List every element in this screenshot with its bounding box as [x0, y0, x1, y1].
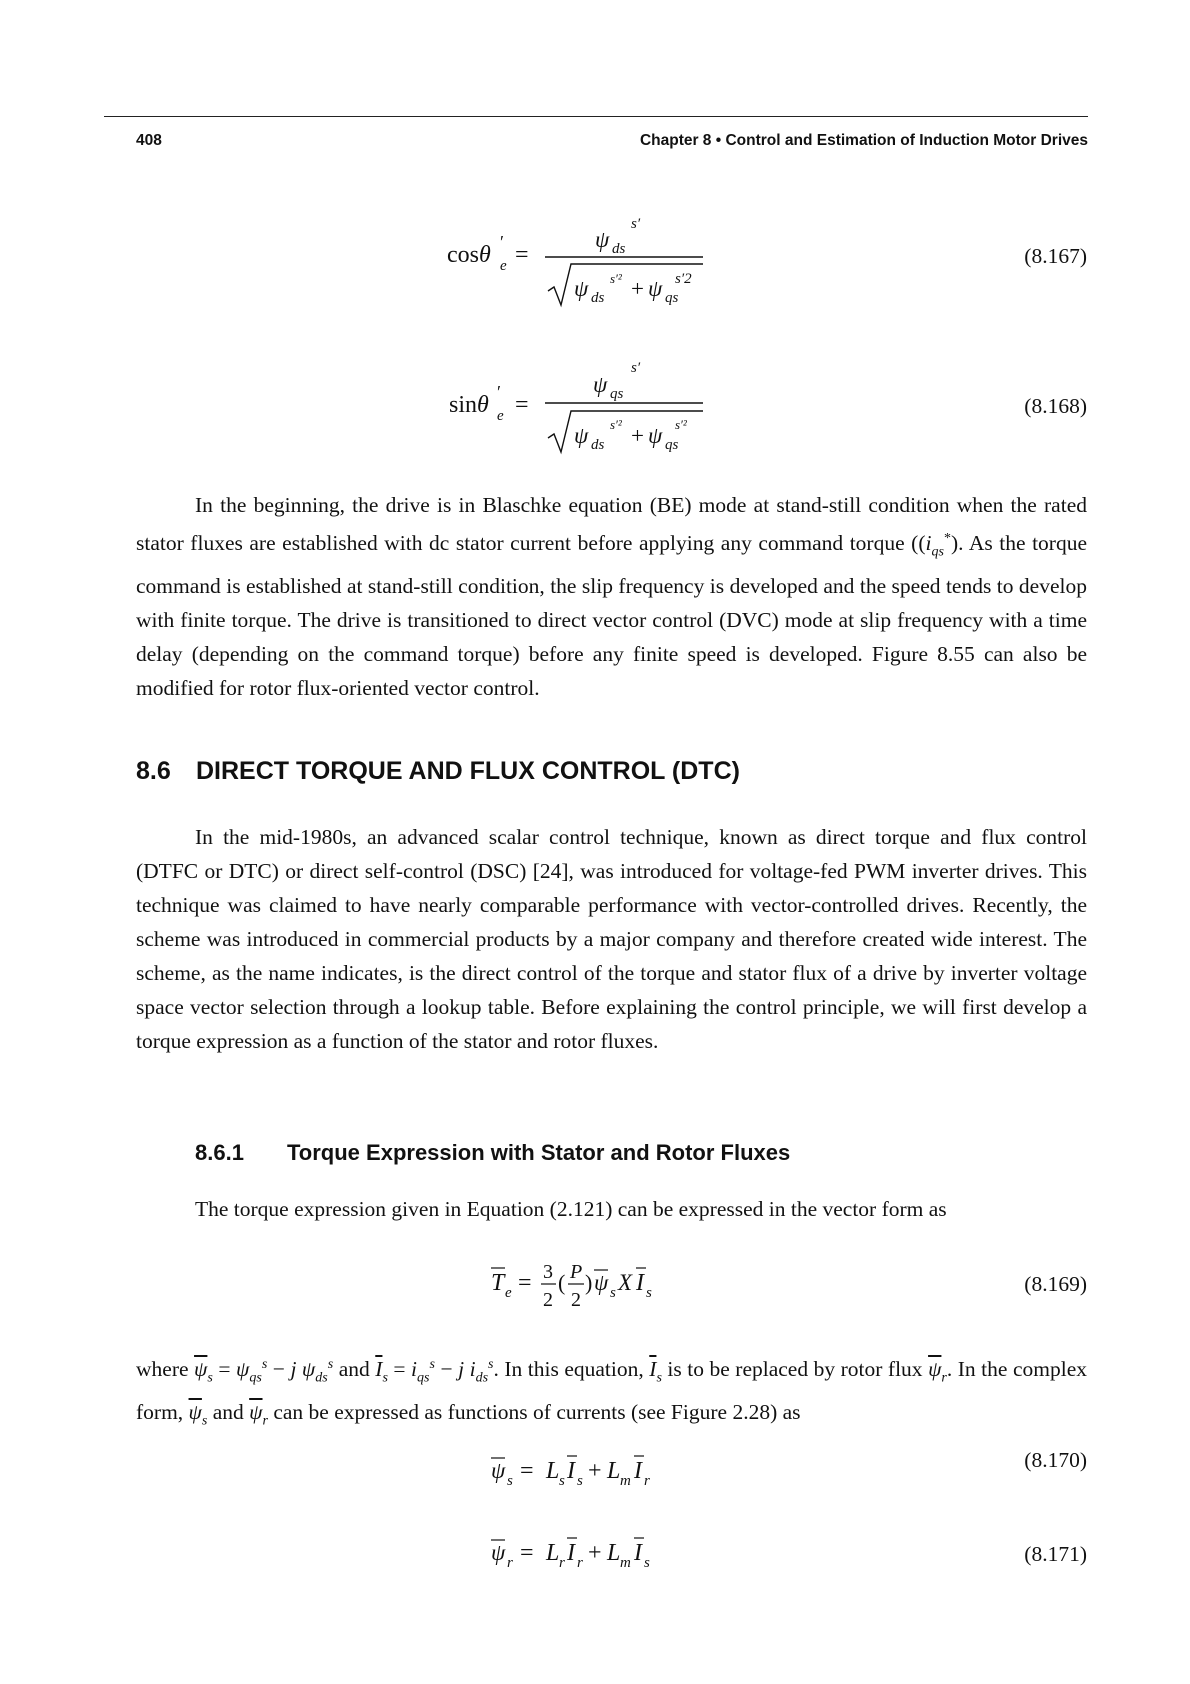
svg-text:s: s: [644, 1555, 650, 1571]
svg-text:′: ′: [497, 382, 501, 402]
svg-text:=: =: [518, 1270, 532, 1296]
svg-text:I: I: [567, 1540, 575, 1566]
paragraph-torque-vector: The torque expression given in Equation (2.121) can be expressed in the vector form as: [195, 1197, 947, 1221]
svg-text:s: s: [646, 1285, 652, 1301]
svg-text:cosθ: cosθ: [447, 242, 491, 268]
svg-text:T: T: [491, 1270, 505, 1296]
svg-text:2: 2: [571, 1289, 581, 1311]
svg-text:e: e: [500, 258, 507, 274]
svg-text:+: +: [588, 1458, 602, 1484]
svg-text:L: L: [607, 1458, 621, 1484]
svg-text:(: (: [558, 1270, 566, 1295]
svg-text:r: r: [507, 1555, 513, 1571]
svg-text:P: P: [570, 1261, 583, 1283]
svg-text:=: =: [520, 1540, 534, 1566]
header-rule: [104, 116, 1088, 117]
equation-number: (8.169): [1024, 1272, 1087, 1296]
svg-text:+: +: [588, 1540, 602, 1566]
svg-text:qs: qs: [665, 290, 679, 306]
svg-text:e: e: [505, 1285, 512, 1301]
paragraph-be-mode: In the beginning, the drive is in Blaschke equation (BE) mode at stand-still condition when the rated stator fluxes are established with dc stator current before applying any command torque ($(i_{qs}^*)$. As the torque command is established at stand-still condition, the slip frequency is developed and the speed tends to develop with finite torque. The drive is transitioned to direct vector control (DVC) mode at slip frequency with a time delay (depending on the command torque) before any finite speed is developed. Figure 8.55 can also be modified for rotor flux-oriented vector control.: [136, 493, 1087, 701]
svg-text:3: 3: [543, 1261, 553, 1283]
svg-text:ψ: ψ: [574, 276, 589, 301]
svg-text:ψ: ψ: [594, 1270, 609, 1295]
equation-8-170: [491, 1456, 650, 1489]
svg-text:I: I: [567, 1458, 575, 1484]
equation-8-167: [447, 216, 703, 306]
svg-text:I: I: [634, 1458, 642, 1484]
svg-text:m: m: [620, 1473, 631, 1489]
svg-text:L: L: [607, 1540, 621, 1566]
svg-text:I: I: [636, 1270, 644, 1296]
equation-8-168: [449, 360, 703, 453]
equation-number: (8.168): [1024, 394, 1087, 418]
paragraph-dtc-intro: In the mid-1980s, an advanced scalar control technique, known as direct torque and flux control (DTFC or DTC) or direct self-control (DSC) [24], was introduced for voltage-fed PWM inverter drives. This technique was claimed to have nearly comparable performance with vector-controlled drives. Recently, the scheme was introduced in commercial products by a major company and therefore created wide interest. The scheme, as the name indicates, is the direct control of the torque and stator flux of a drive by inverter voltage space vector selection through a lookup table. Before explaining the control principle, we will first develop a torque expression as a function of the stator and rotor fluxes.: [136, 825, 1087, 1053]
svg-text:e: e: [497, 408, 504, 424]
paragraph-where-definitions: where $\overline{\psi}_s = \psi_{qs}^s - j$ $\psi_{ds}^s$ and $\overline{I}_s = i_{qs}^s - j$ $i_{ds}^s$. In this equation, $\overline{I}_s$ is to be replaced by rotor flux $\overline{\psi}_r$. In the complex form, $\overline{\psi}_s$ and $\overline{\psi}_r$ can be expressed as functions of currents (see Figure 2.28) as: [136, 1357, 1087, 1429]
svg-text:L: L: [546, 1540, 560, 1566]
svg-text:r: r: [559, 1555, 565, 1571]
svg-text:ψ: ψ: [491, 1458, 506, 1483]
svg-text:s′: s′: [631, 216, 641, 232]
svg-text:ψ: ψ: [595, 227, 610, 252]
svg-text:s: s: [577, 1473, 583, 1489]
svg-text:ψ: ψ: [648, 423, 663, 448]
svg-text:r: r: [577, 1555, 583, 1571]
svg-text:s′2: s′2: [675, 271, 692, 287]
svg-text:s′²: s′²: [610, 417, 622, 432]
equation-number: (8.167): [1024, 244, 1087, 268]
running-title: Chapter 8 • Control and Estimation of Induction Motor Drives: [639, 132, 1088, 149]
svg-text:): ): [585, 1270, 593, 1295]
section-heading: 8.6 DIRECT TORQUE AND FLUX CONTROL (DTC): [136, 757, 740, 785]
svg-text:ψ: ψ: [491, 1540, 506, 1565]
svg-text:+: +: [631, 276, 644, 301]
svg-text:s: s: [610, 1285, 616, 1301]
svg-text:qs: qs: [610, 386, 624, 402]
svg-text:2: 2: [543, 1289, 553, 1311]
svg-text:+: +: [631, 423, 644, 448]
svg-text:ds: ds: [591, 437, 605, 453]
svg-text:s: s: [559, 1473, 565, 1489]
svg-text:I: I: [634, 1540, 642, 1566]
page-number: 408: [136, 132, 162, 149]
svg-text:X: X: [618, 1270, 633, 1295]
svg-text:s: s: [507, 1473, 513, 1489]
svg-text:ψ: ψ: [574, 423, 589, 448]
equation-8-171: [491, 1538, 650, 1571]
svg-text:L: L: [546, 1458, 560, 1484]
subsection-heading: 8.6.1 Torque Expression with Stator and Rotor Fluxes: [195, 1140, 791, 1165]
svg-text:=: =: [515, 392, 529, 418]
svg-text:m: m: [620, 1555, 631, 1571]
equation-number: (8.170): [1024, 1448, 1087, 1472]
svg-text:′: ′: [500, 232, 504, 252]
svg-text:=: =: [515, 242, 529, 268]
svg-text:qs: qs: [665, 437, 679, 453]
svg-text:ds: ds: [612, 241, 626, 257]
svg-text:s′²: s′²: [610, 271, 622, 286]
equation-8-169: [491, 1261, 652, 1311]
svg-text:ds: ds: [591, 290, 605, 306]
svg-text:sinθ: sinθ: [449, 392, 489, 418]
svg-text:=: =: [520, 1458, 534, 1484]
svg-text:s′: s′: [631, 360, 641, 376]
svg-text:s′²: s′²: [675, 417, 687, 432]
svg-text:ψ: ψ: [648, 276, 663, 301]
svg-text:r: r: [644, 1473, 650, 1489]
equation-number: (8.171): [1024, 1542, 1087, 1566]
svg-text:ψ: ψ: [593, 372, 608, 397]
